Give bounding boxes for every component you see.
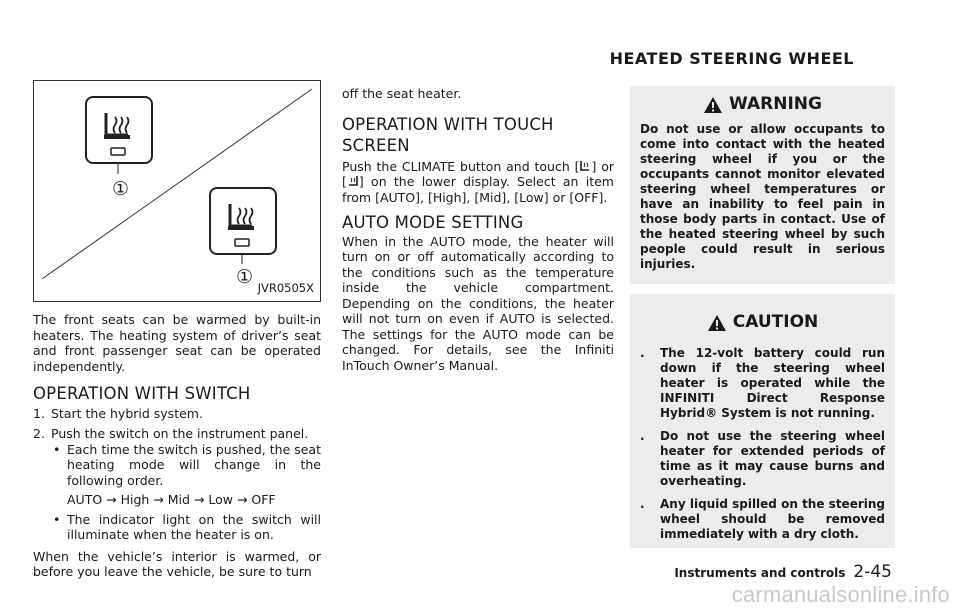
seat-heater-icon — [579, 160, 591, 173]
intro-paragraph: The front seats can be warmed by built-in heaters. The heating system of driver’s seat and front passenger seat can be operated independently. — [33, 312, 321, 374]
touch-screen-paragraph — [342, 159, 614, 206]
footer-section: Instruments and controls — [674, 566, 846, 580]
warning-header — [640, 96, 885, 114]
touch-text-a: Push the CLIMATE button and touch [ — [342, 158, 580, 174]
page-title: HEATED STEERING WHEEL — [609, 49, 854, 68]
caution-header — [640, 314, 885, 332]
caution-title: CAUTION — [732, 312, 819, 333]
seat-heater-icon — [228, 204, 254, 230]
bullet-dot: • — [53, 511, 61, 527]
caution-box — [630, 294, 895, 548]
right-column — [630, 86, 895, 548]
seat-heater-switch-passenger — [210, 188, 276, 264]
seat-heater-icon — [347, 175, 359, 188]
page-number: 2-45 — [853, 562, 892, 582]
bullet-item — [53, 512, 321, 543]
step-text: Start the hybrid system. — [51, 405, 203, 421]
warning-box — [630, 86, 895, 284]
callout-1-upper: ① — [112, 178, 130, 200]
callout-1-lower: ① — [236, 266, 254, 288]
seat-heater-illustration — [34, 81, 320, 301]
auto-mode-heading: AUTO MODE SETTING — [342, 213, 524, 232]
bullet-dot: . — [640, 497, 645, 511]
step-item — [33, 406, 321, 422]
bullet-dot: • — [53, 441, 61, 457]
caution-item — [640, 497, 885, 542]
left-column — [33, 80, 321, 580]
bullet-text: Each time the switch is pushed, the seat heating mode will change in the following order. — [67, 441, 321, 488]
switch-heading: OPERATION WITH SWITCH — [33, 384, 251, 403]
bullet-dot: . — [640, 346, 645, 360]
touch-text-c: ] on the lower display. Select an item from [AUTO], [High], [Mid], [Low] or [OFF]. — [342, 174, 614, 205]
step-text: Push the switch on the instrument panel. — [51, 426, 309, 441]
caution-text: The 12-volt battery could run down if the steering wheel heater is operated while the INFINITI Direct Response Hybrid® System is not running. — [660, 346, 885, 420]
caution-text: Do not use the steering wheel heater for extended periods of time as it may cause burns and overheating. — [660, 429, 885, 488]
caution-triangle-icon — [707, 314, 727, 332]
closing-paragraph: When the vehicle’s interior is warmed, or before you leave the vehicle, be sure to turn — [33, 548, 321, 579]
caution-list — [640, 346, 885, 548]
warning-title: WARNING — [729, 94, 822, 115]
step-list — [33, 406, 321, 543]
warning-text: Do not use or allow occupants to come into contact with the heated steering wheel if you or the occupants cannot monitor elevated steering wheel temperatures or have an inability to feel pain in those body parts in contact. Use of the heated steering wheel by such people could result in serious injuries. — [640, 122, 885, 271]
page-footer — [674, 562, 892, 582]
touch-screen-heading: OPERATION WITH TOUCH SCREEN — [342, 114, 554, 155]
bullet-text: The indicator light on the switch will illuminate when the heater is on. — [67, 511, 321, 542]
step-number: 1. — [33, 405, 45, 421]
bullet-item — [53, 442, 321, 489]
caution-item — [640, 429, 885, 489]
watermark: carmanualsonline.info — [731, 582, 950, 607]
figure-code: JVR0505X — [257, 280, 314, 295]
auto-mode-paragraph: When in the AUTO mode, the heater will turn on or off automatically according to the conditions such as the temperature inside the vehicle compartment. Depending on the conditions, the heater will not turn on even if AUTO is selected. The settings for the AUTO mode can be changed. For details, see the Infiniti InTouch Owner’s Manual. — [342, 233, 614, 373]
step-item — [33, 426, 321, 442]
mode-sequence: AUTO → High → Mid → Low → OFF — [67, 492, 276, 507]
seat-heater-switch-driver — [86, 97, 152, 174]
bullet-dot: . — [640, 429, 645, 443]
step-number: 2. — [33, 426, 45, 441]
warning-triangle-icon — [703, 96, 723, 114]
touch-text-b: ] or [ — [342, 158, 615, 189]
seat-heater-figure — [33, 80, 321, 302]
caution-item — [640, 346, 885, 421]
continued-text: off the seat heater. — [342, 86, 462, 101]
seat-heater-icon — [104, 113, 130, 139]
caution-text: Any liquid spilled on the steering wheel should be removed immediately with a dry cloth. — [660, 497, 885, 541]
middle-column — [342, 86, 614, 373]
